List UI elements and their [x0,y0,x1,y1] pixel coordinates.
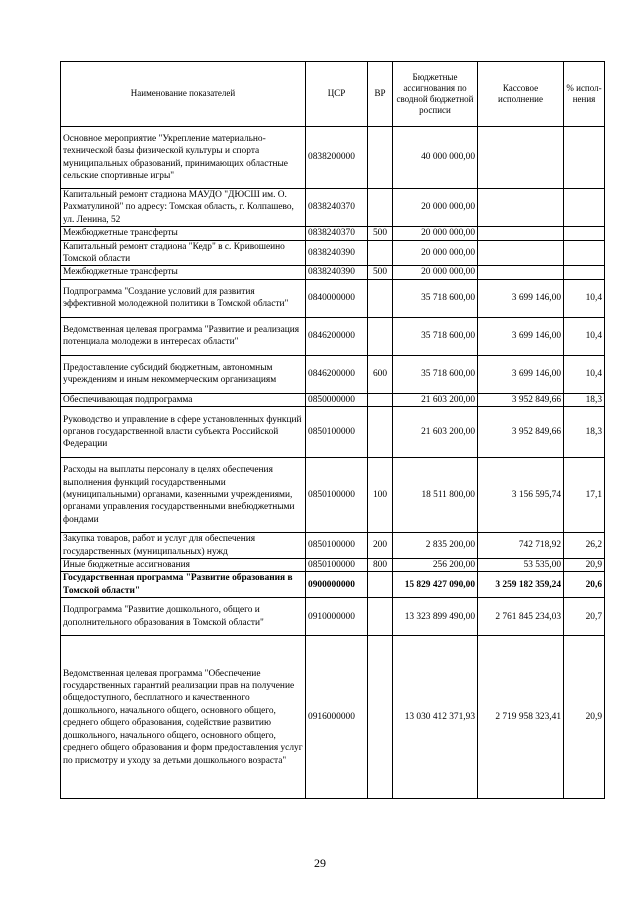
table-row [61,266,605,279]
cell-budget: 20 000 000,00 [393,266,478,279]
cell-cash: 53 535,00 [478,559,564,572]
table-row [61,355,605,393]
header-cash: Кассовое исполнение [478,62,564,127]
cell-vr [368,407,393,458]
cell-cash [478,189,564,227]
cell-percent: 20,9 [564,636,605,799]
cell-vr [368,189,393,227]
table-row [61,559,605,572]
cell-percent: 18,3 [564,407,605,458]
cell-name: Основное мероприятие "Укрепление материально-технической базы физической культуры и спорта муниципальных образований, принимающих областные сельские спортивные игры" [61,127,306,189]
cell-cash: 3 952 849,66 [478,407,564,458]
table-row [61,393,605,406]
cell-percent: 20,6 [564,572,605,598]
cell-budget: 21 603 200,00 [393,393,478,406]
cell-csr: 0838240390 [306,240,368,266]
table-row [61,458,605,533]
cell-vr: 500 [368,266,393,279]
cell-name: Расходы на выплаты персоналу в целях обеспечения выполнения функций государственными (муниципальными) органами, казенными учреждениями, органами управления государственными внебюджетными фондами [61,458,306,533]
cell-name: Капитальный ремонт стадиона МАУДО "ДЮСШ им. О. Рахматулиной" по адресу: Томская область, г. Колпашево, ул. Ленина, 52 [61,189,306,227]
cell-cash [478,227,564,240]
header-csr: ЦСР [306,62,368,127]
cell-percent: 20,9 [564,559,605,572]
header-vr: ВР [368,62,393,127]
cell-vr: 200 [368,533,393,559]
cell-budget: 35 718 600,00 [393,279,478,317]
cell-name: Закупка товаров, работ и услуг для обеспечения государственных (муниципальных) нужд [61,533,306,559]
cell-name: Капитальный ремонт стадиона "Кедр" в с. Кривошеино Томской области [61,240,306,266]
cell-percent: 18,3 [564,393,605,406]
cell-cash: 3 952 849,66 [478,393,564,406]
table-body [61,127,605,799]
table-row [61,598,605,636]
cell-csr: 0838240390 [306,266,368,279]
cell-cash: 3 259 182 359,24 [478,572,564,598]
cell-csr: 0850000000 [306,393,368,406]
cell-csr: 0840000000 [306,279,368,317]
cell-vr [368,279,393,317]
cell-vr: 600 [368,355,393,393]
table-row [61,533,605,559]
table-row [61,279,605,317]
cell-csr: 0850100000 [306,559,368,572]
table-row [61,189,605,227]
cell-percent: 26,2 [564,533,605,559]
cell-csr: 0850100000 [306,533,368,559]
cell-csr: 0916000000 [306,636,368,799]
cell-percent [564,189,605,227]
cell-vr [368,598,393,636]
cell-budget: 256 200,00 [393,559,478,572]
cell-percent: 20,7 [564,598,605,636]
cell-cash: 3 156 595,74 [478,458,564,533]
cell-csr: 0838240370 [306,227,368,240]
cell-vr [368,317,393,355]
cell-percent: 17,1 [564,458,605,533]
cell-budget: 21 603 200,00 [393,407,478,458]
cell-percent [564,266,605,279]
cell-percent: 10,4 [564,279,605,317]
cell-name: Ведомственная целевая программа "Развитие и реализация потенциала молодежи в интересах области" [61,317,306,355]
cell-budget: 35 718 600,00 [393,317,478,355]
cell-budget: 2 835 200,00 [393,533,478,559]
cell-cash: 3 699 146,00 [478,355,564,393]
table-row [61,407,605,458]
table-header-row [61,62,605,127]
budget-table [60,61,605,799]
table-row [61,227,605,240]
cell-vr: 500 [368,227,393,240]
cell-vr [368,127,393,189]
table-row [61,240,605,266]
cell-name: Межбюджетные трансферты [61,266,306,279]
cell-cash: 2 761 845 234,03 [478,598,564,636]
cell-name: Руководство и управление в сфере установленных функций органов государственной власти субъекта Российской Федерации [61,407,306,458]
page-number: 29 [314,856,326,870]
cell-vr [368,572,393,598]
cell-name: Государственная программа "Развитие образования в Томской области" [61,572,306,598]
header-budget: Бюджетные ассигнования по сводной бюджетной росписи [393,62,478,127]
cell-cash: 742 718,92 [478,533,564,559]
cell-budget: 20 000 000,00 [393,227,478,240]
table-row [61,127,605,189]
cell-vr [368,636,393,799]
cell-name: Предоставление субсидий бюджетным, автономным учреждениям и иным некоммерческим организациям [61,355,306,393]
cell-vr [368,240,393,266]
table-row [61,636,605,799]
cell-name: Межбюджетные трансферты [61,227,306,240]
cell-cash [478,127,564,189]
header-name: Наименование показателей [61,62,306,127]
cell-cash: 2 719 958 323,41 [478,636,564,799]
cell-csr: 0846200000 [306,355,368,393]
cell-budget: 20 000 000,00 [393,189,478,227]
cell-budget: 18 511 800,00 [393,458,478,533]
cell-cash [478,240,564,266]
cell-percent: 10,4 [564,355,605,393]
cell-cash [478,266,564,279]
cell-vr [368,393,393,406]
header-percent: % испол-нения [564,62,605,127]
cell-budget: 13 030 412 371,93 [393,636,478,799]
cell-csr: 0838200000 [306,127,368,189]
cell-csr: 0850100000 [306,458,368,533]
cell-name: Подпрограмма "Развитие дошкольного, общего и дополнительного образования в Томской области" [61,598,306,636]
cell-name: Подпрограмма "Создание условий для развития эффективной молодежной политики в Томской области" [61,279,306,317]
cell-budget: 35 718 600,00 [393,355,478,393]
cell-csr: 0846200000 [306,317,368,355]
cell-budget: 13 323 899 490,00 [393,598,478,636]
cell-percent [564,240,605,266]
cell-csr: 0900000000 [306,572,368,598]
cell-name: Ведомственная целевая программа "Обеспечение государственных гарантий реализации прав на получение общедоступного, бесплатного и качественного дошкольного, начального общего, основного общего, среднего общего образования, содействие развитию дошкольного, начального общего, основного общего, среднего общего образования и форм предоставления услуг по присмотру и уходу за детьми дошкольного возраста" [61,636,306,799]
table-row [61,317,605,355]
cell-csr: 0838240370 [306,189,368,227]
cell-budget: 40 000 000,00 [393,127,478,189]
cell-csr: 0910000000 [306,598,368,636]
cell-budget: 15 829 427 090,00 [393,572,478,598]
cell-csr: 0850100000 [306,407,368,458]
cell-cash: 3 699 146,00 [478,317,564,355]
cell-vr: 100 [368,458,393,533]
cell-name: Обеспечивающая подпрограмма [61,393,306,406]
cell-vr: 800 [368,559,393,572]
table-row [61,572,605,598]
cell-percent [564,227,605,240]
cell-cash: 3 699 146,00 [478,279,564,317]
cell-budget: 20 000 000,00 [393,240,478,266]
cell-percent [564,127,605,189]
cell-percent: 10,4 [564,317,605,355]
cell-name: Иные бюджетные ассигнования [61,559,306,572]
